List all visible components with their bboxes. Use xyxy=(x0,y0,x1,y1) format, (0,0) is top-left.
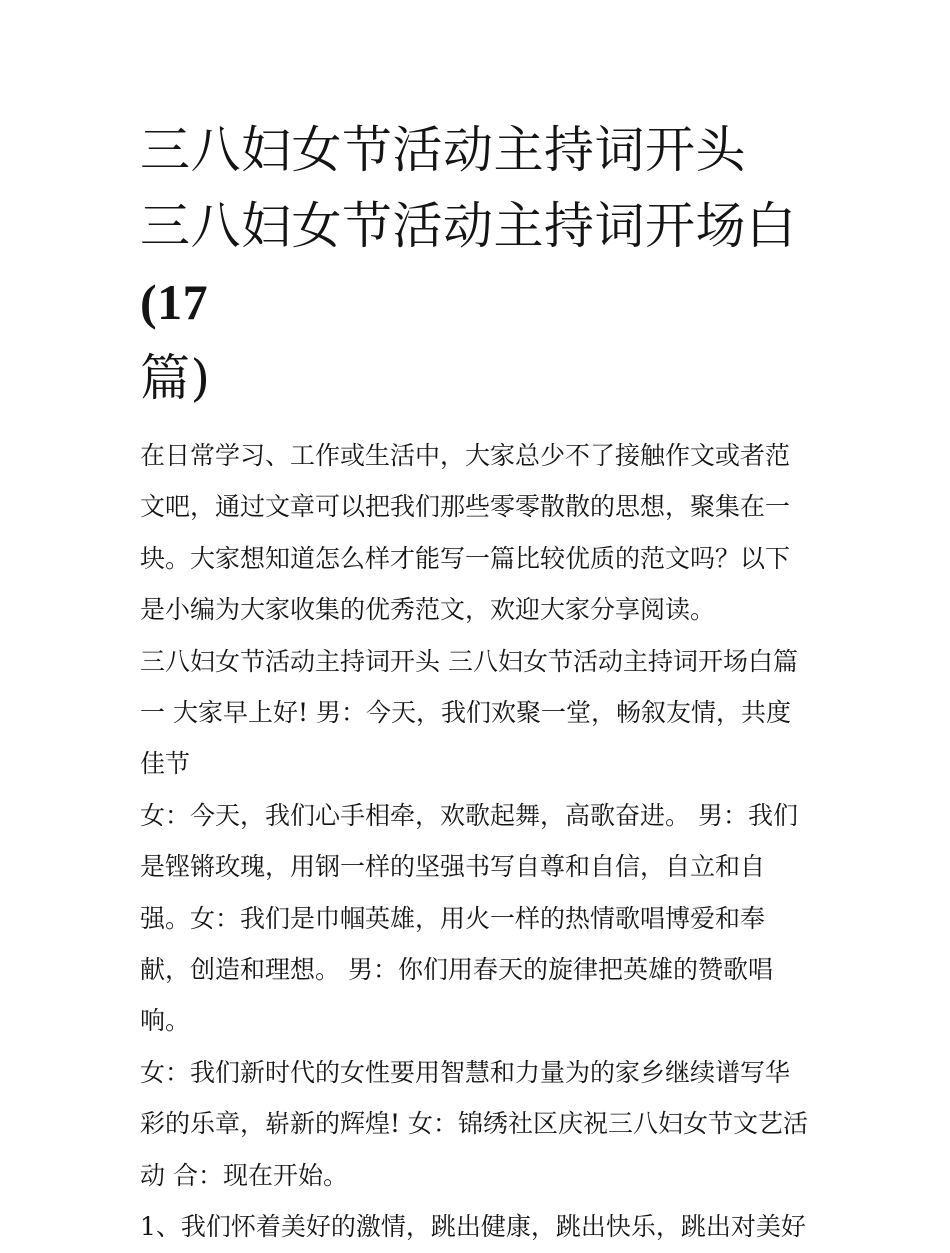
paragraph-dialogue-1: 女：今天，我们心手相牵，欢歌起舞，高歌奋进。 男：我们是铿锵玫瑰，用钢一样的坚强书写自尊和自信，自立和自强。女：我们是巾帼英雄，用火一样的热情歌唱博爱和奉献，创造和理想。 男：你们用春天的旋律把英雄的赞歌唱响。 xyxy=(140,800,798,1036)
title-tail: 篇) xyxy=(140,349,211,407)
paragraph-intro: 在日常学习、工作或生活中，大家总少不了接触作文或者范文吧，通过文章可以把我们那些零零散散的思想，聚集在一块。大家想知道怎么样才能写一篇比较优质的范文吗？以下是小编为大家收集的优秀范文，欢迎大家分享阅读。 xyxy=(140,441,791,625)
title-main: 三八妇女节活动主持词开头 三八妇女节活动主持词开场白 xyxy=(140,121,797,255)
paragraph-item-1: 1、我们怀着美好的激情，跳出健康，跳出快乐，跳出对美好 xyxy=(140,1212,806,1242)
paragraph-opening: 三八妇女节活动主持词开头 三八妇女节活动主持词开场白篇一 大家早上好! 男：今天，我们欢聚一堂，畅叙友情，共度佳节 xyxy=(140,646,798,779)
document-body xyxy=(140,112,812,1253)
paragraph-dialogue-2: 女：我们新时代的女性要用智慧和力量为的家乡继续谱写华彩的乐章，崭新的辉煌! 女：锦绣社区庆祝三八妇女节文艺活动 合：现在开始。 xyxy=(140,1057,808,1190)
title-count: (17 xyxy=(140,274,209,330)
document-title xyxy=(140,112,812,416)
